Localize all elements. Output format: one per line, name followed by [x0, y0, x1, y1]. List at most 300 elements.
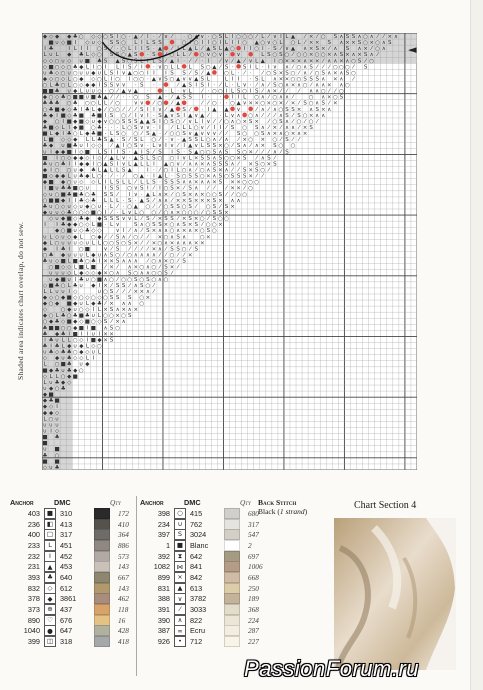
- symbol-icon: ■: [174, 540, 186, 551]
- stitch-symbol: ○: [121, 131, 127, 138]
- color-swatch: [94, 636, 110, 647]
- stitch-symbol: ○: [78, 246, 84, 253]
- stitch-symbol: ·: [134, 82, 137, 89]
- stitch-symbol: ▲: [139, 173, 144, 180]
- stitch-symbol: L: [152, 191, 156, 198]
- stitch-symbol: ○: [163, 185, 169, 192]
- stitch-symbol: ○: [308, 100, 314, 107]
- stitch-symbol: S: [363, 52, 368, 59]
- stitch-symbol: ×: [272, 88, 278, 95]
- stitch-symbol: S: [109, 161, 114, 168]
- stitch-symbol: ♣: [90, 167, 96, 174]
- stitch-symbol: I: [92, 307, 95, 314]
- stitch-symbol: ⁄: [111, 246, 113, 253]
- stitch-symbol: ■: [60, 258, 66, 265]
- stitch-symbol: ♣: [42, 452, 48, 459]
- stitch-symbol: ○: [302, 82, 308, 89]
- legend-row: [10, 604, 148, 615]
- stitch-symbol: ○: [211, 88, 217, 95]
- stitch-symbol: ∪: [55, 337, 60, 344]
- stitch-symbol: ×: [333, 100, 338, 107]
- stitch-symbol: I: [274, 58, 276, 65]
- stitch-symbol: ♣: [48, 349, 54, 356]
- stitch-symbol: ▲: [133, 203, 138, 210]
- stitch-symbol: ⁄: [147, 258, 149, 265]
- stitch-symbol: ○: [121, 52, 127, 59]
- stitch-symbol: ∪: [61, 355, 66, 362]
- stitch-symbol: ◆: [85, 361, 90, 368]
- stitch-symbol: S: [212, 161, 217, 168]
- symbol-icon: ×: [174, 572, 186, 583]
- stitch-symbol: L: [97, 167, 101, 174]
- stitch-symbol: ◆: [42, 179, 48, 186]
- color-swatch: [94, 572, 110, 583]
- color-swatch: [94, 508, 110, 519]
- stitch-symbol: ○: [66, 64, 72, 71]
- stitch-symbol: ∪: [79, 70, 84, 77]
- stitch-symbol: I: [147, 70, 149, 77]
- stitch-symbol: I: [74, 40, 77, 47]
- stitch-symbol: ○: [151, 264, 157, 271]
- stitch-symbol: ○: [121, 40, 127, 47]
- stitch-symbol: ♣: [60, 331, 66, 338]
- stitch-symbol: ▲: [236, 58, 241, 65]
- stitch-symbol: ♣: [54, 367, 60, 374]
- red-stitch-mark: [248, 52, 253, 57]
- stitch-symbol: ∨: [218, 52, 223, 59]
- quantity: 428: [118, 626, 129, 636]
- stitch-symbol: I: [44, 222, 46, 229]
- stitch-symbol: ∪: [61, 143, 66, 150]
- stitch-symbol: ■: [48, 125, 54, 132]
- stitch-symbol: ∧: [103, 252, 108, 259]
- stitch-symbol: ◇: [73, 216, 78, 223]
- stitch-symbol: ⁄: [322, 58, 324, 65]
- stitch-symbol: ⁄: [183, 161, 185, 168]
- stitch-symbol: ○: [42, 106, 48, 113]
- stitch-symbol: ◆: [67, 52, 72, 59]
- stitch-symbol: ○: [72, 209, 78, 216]
- stitch-symbol: ◇: [67, 264, 72, 271]
- stitch-symbol: S: [242, 64, 247, 71]
- stitch-symbol: ∨: [170, 112, 175, 119]
- stitch-symbol: ♣: [48, 252, 54, 259]
- back-stitch-title: Back Stitch: [258, 498, 297, 507]
- stitch-symbol: S: [218, 179, 223, 186]
- dmc-number: 640: [60, 572, 73, 582]
- stitch-symbol: ⁄: [117, 203, 119, 210]
- legend-row: [10, 594, 148, 605]
- stitch-symbol: ♣: [72, 143, 78, 150]
- stitch-symbol: L: [152, 143, 156, 150]
- stitch-symbol: ○: [205, 203, 211, 210]
- stitch-symbol: ∪: [91, 88, 96, 95]
- back-stitch-info: Back Stitch Black (1 strand): [258, 498, 308, 516]
- stitch-symbol: ▲: [212, 64, 217, 71]
- stitch-symbol: S: [279, 52, 283, 59]
- stitch-symbol: S: [158, 112, 162, 119]
- stitch-symbol: ∪: [79, 203, 84, 210]
- stitch-symbol: ⁄: [141, 240, 143, 247]
- stitch-symbol: ○: [351, 58, 356, 65]
- stitch-symbol: ⁄: [219, 131, 221, 138]
- stitch-symbol: ⁄: [256, 106, 258, 113]
- stitch-symbol: ∨: [115, 82, 120, 89]
- stitch-symbol: ×: [387, 33, 393, 40]
- stitch-symbol: L: [122, 209, 126, 216]
- red-stitch-mark: [236, 46, 241, 51]
- stitch-symbol: ○: [91, 294, 96, 301]
- stitch-symbol: ⁄: [292, 52, 294, 59]
- stitch-symbol: I: [104, 64, 107, 71]
- stitch-symbol: ○: [181, 246, 187, 253]
- stitch-symbol: ∧: [309, 88, 314, 95]
- red-stitch-mark: [164, 46, 169, 51]
- stitch-symbol: S: [333, 33, 338, 40]
- stitch-symbol: S: [194, 222, 198, 229]
- stitch-symbol: ∪: [73, 307, 78, 314]
- stitch-symbol: ◆: [48, 112, 54, 119]
- stitch-symbol: S: [230, 173, 235, 180]
- dmc-number: 712: [190, 637, 203, 647]
- stitch-symbol: S: [182, 222, 186, 229]
- stitch-symbol: ◆: [67, 373, 72, 380]
- anchor-number: 403: [27, 508, 40, 518]
- stitch-symbol: ▲: [200, 112, 205, 119]
- stitch-symbol: ○: [139, 301, 145, 308]
- dmc-number: 613: [190, 583, 203, 593]
- legend-right: [140, 496, 278, 647]
- stitch-symbol: ◆: [97, 106, 102, 113]
- stitch-symbol: S: [127, 197, 132, 204]
- stitch-symbol: ♣: [42, 203, 48, 210]
- stitch-symbol: ◇: [79, 319, 84, 326]
- stitch-symbol: ∧: [127, 264, 132, 271]
- stitch-symbol: ⁄: [165, 58, 167, 65]
- stitch-symbol: ■: [66, 319, 72, 326]
- stitch-symbol: ∧: [182, 234, 187, 241]
- stitch-symbol: S: [158, 40, 162, 47]
- stitch-symbol: ○: [115, 118, 121, 125]
- stitch-symbol: L: [97, 313, 101, 320]
- stitch-symbol: ×: [266, 100, 272, 107]
- stitch-symbol: ∪: [79, 361, 84, 368]
- stitch-symbol: ⁄: [292, 112, 294, 119]
- stitch-symbol: I: [122, 64, 125, 71]
- stitch-symbol: ○: [48, 416, 54, 423]
- symbol-icon: ■: [44, 508, 56, 519]
- symbol-icon: ▲: [44, 561, 56, 572]
- stitch-symbol: ▲: [182, 137, 187, 144]
- dmc-number: 310: [60, 508, 73, 518]
- stitch-symbol: ○: [211, 100, 217, 107]
- stitch-symbol: ◇: [97, 143, 102, 150]
- stitch-symbol: ◇: [79, 337, 84, 344]
- symbol-icon: L: [44, 540, 56, 551]
- stitch-symbol: ·: [177, 88, 179, 95]
- stitch-symbol: ○: [133, 94, 139, 101]
- stitch-symbol: ⁄: [111, 282, 113, 289]
- stitch-symbol: ∪: [55, 185, 60, 192]
- stitch-symbol: ■: [60, 276, 66, 283]
- stitch-symbol: ×: [109, 331, 114, 338]
- stitch-symbol: ∧: [315, 100, 320, 107]
- stitch-symbol: ⁄: [129, 288, 131, 295]
- stitch-symbol: S: [146, 276, 150, 283]
- stitch-symbol: ∪: [79, 58, 84, 65]
- stitch-symbol: L: [134, 209, 138, 216]
- anchor-number: 234: [157, 519, 170, 529]
- stitch-symbol: ⁄: [159, 203, 161, 210]
- stitch-symbol: ■: [84, 319, 90, 326]
- stitch-symbol: L: [97, 100, 101, 107]
- red-stitch-mark: [236, 64, 241, 69]
- stitch-symbol: S: [109, 288, 114, 295]
- stitch-symbol: L: [49, 288, 53, 295]
- legend-row: [140, 540, 278, 551]
- stitch-symbol: S: [254, 76, 259, 83]
- stitch-symbol: S: [212, 143, 217, 150]
- stitch-symbol: ○: [308, 118, 314, 125]
- stitch-symbol: L: [224, 40, 229, 47]
- stitch-symbol: ■: [72, 185, 78, 192]
- stitch-symbol: I: [147, 106, 149, 113]
- stitch-symbol: ∧: [236, 197, 241, 204]
- stitch-symbol: ⁄: [123, 173, 125, 180]
- stitch-symbol: I: [153, 70, 155, 77]
- stitch-symbol: S: [212, 216, 217, 223]
- stitch-symbol: ▲: [133, 161, 138, 168]
- stitch-symbol: ○: [199, 149, 205, 156]
- stitch-symbol: ∨: [182, 155, 187, 162]
- stitch-symbol: ◆: [67, 222, 72, 229]
- stitch-symbol: ○: [187, 33, 193, 40]
- stitch-symbol: ⁄: [292, 118, 294, 125]
- stitch-symbol: ×: [187, 191, 193, 198]
- stitch-symbol: ◇: [42, 64, 48, 71]
- stitch-symbol: I: [86, 143, 89, 150]
- stitch-symbol: ×: [109, 301, 114, 308]
- stitch-symbol: ▲: [139, 197, 144, 204]
- stitch-symbol: S: [315, 46, 319, 53]
- stitch-symbol: ○: [60, 282, 66, 289]
- stitch-symbol: ○: [242, 125, 248, 132]
- stitch-symbol: S: [285, 112, 289, 119]
- stitch-symbol: ∧: [357, 46, 362, 53]
- stitch-symbol: ○: [272, 94, 278, 101]
- stitch-symbol: ∪: [49, 161, 54, 168]
- anchor-number: 388: [157, 594, 170, 604]
- stitch-symbol: ·: [153, 112, 155, 119]
- stitch-symbol: ⁄: [268, 94, 270, 101]
- stitch-symbol: L: [116, 64, 120, 71]
- stitch-symbol: ■: [96, 222, 103, 229]
- stitch-symbol: ○: [78, 294, 84, 301]
- stitch-symbol: ○: [42, 252, 48, 259]
- stitch-symbol: ×: [169, 240, 175, 247]
- stitch-symbol: S: [134, 58, 138, 65]
- stitch-symbol: ○: [205, 191, 211, 198]
- dmc-number: 3861: [60, 594, 77, 604]
- stitch-symbol: S: [115, 258, 120, 265]
- stitch-symbol: ◆: [61, 149, 66, 156]
- anchor-number: 387: [157, 626, 170, 636]
- stitch-symbol: ∨: [200, 33, 205, 40]
- stitch-symbol: ·: [213, 82, 216, 89]
- stitch-symbol: ⁄: [226, 131, 227, 138]
- stitch-symbol: ◇: [67, 106, 72, 113]
- stitch-symbol: L: [85, 264, 89, 271]
- stitch-symbol: ○: [302, 112, 308, 119]
- stitch-symbol: ⁄: [159, 264, 161, 271]
- stitch-symbol: S: [109, 185, 114, 192]
- stitch-symbol: ∧: [260, 82, 265, 89]
- stitch-symbol: ○: [66, 325, 72, 332]
- stitch-symbol: ○: [224, 216, 229, 223]
- stitch-symbol: ·: [249, 70, 252, 77]
- stitch-symbol: I: [171, 149, 173, 156]
- stitch-symbol: S: [103, 191, 108, 198]
- stitch-symbol: ∪: [61, 234, 66, 241]
- stitch-symbol: ∧: [321, 82, 326, 89]
- anchor-number: 232: [27, 551, 40, 561]
- stitch-symbol: ◆: [97, 337, 102, 344]
- stitch-symbol: ○: [91, 100, 96, 107]
- stitch-symbol: S: [218, 191, 223, 198]
- stitch-symbol: ∨: [157, 76, 162, 83]
- stitch-symbol: ■: [48, 179, 54, 186]
- stitch-symbol: S: [146, 228, 150, 235]
- stitch-symbol: S: [140, 155, 144, 162]
- stitch-symbol: ♣: [66, 349, 72, 356]
- stitch-symbol: ♣: [78, 197, 84, 204]
- stitch-symbol: ○: [169, 252, 175, 259]
- stitch-symbol: ∨: [212, 131, 217, 138]
- stitch-symbol: S: [146, 46, 150, 53]
- stitch-symbol: L: [255, 58, 259, 65]
- stitch-symbol: ⁄: [262, 173, 264, 180]
- stitch-symbol: S: [236, 173, 241, 180]
- stitch-symbol: ∪: [67, 88, 72, 95]
- stitch-symbol: ⁄: [159, 252, 161, 259]
- stitch-symbol: ∧: [284, 82, 289, 89]
- stitch-symbol: ∪: [67, 203, 72, 210]
- stitch-symbol: ⁄: [298, 100, 300, 107]
- stitch-symbol: ◆: [91, 82, 96, 89]
- stitch-symbol: ·: [122, 197, 125, 204]
- stitch-symbol: ◇: [61, 203, 66, 210]
- stitch-symbol: ∪: [43, 428, 48, 435]
- stitch-symbol: ∧: [260, 125, 265, 132]
- stitch-symbol: ◆: [67, 33, 72, 40]
- stitch-symbol: ◆: [55, 228, 60, 235]
- stitch-symbol: ⁄: [256, 149, 258, 156]
- stitch-symbol: ○: [78, 367, 84, 374]
- stitch-symbol: I: [80, 46, 83, 53]
- anchor-number: 831: [157, 583, 170, 593]
- stitch-symbol: ○: [72, 82, 78, 89]
- stitch-symbol: ∧: [266, 88, 271, 95]
- stitch-symbol: ○: [224, 143, 229, 150]
- stitch-symbol: ◆: [85, 161, 90, 168]
- stitch-symbol: ⁄: [280, 88, 282, 95]
- stitch-symbol: I: [104, 185, 107, 192]
- stitch-symbol: S: [339, 52, 344, 59]
- stitch-symbol: ⁄: [280, 137, 282, 144]
- stitch-symbol: ∧: [157, 191, 162, 198]
- stitch-symbol: ⁄: [117, 288, 119, 295]
- stitch-symbol: L: [230, 70, 235, 77]
- stitch-symbol: ◆: [85, 216, 90, 223]
- stitch-symbol: ∪: [79, 301, 84, 308]
- stitch-symbol: ×: [254, 118, 260, 125]
- stitch-symbol: ◇: [48, 33, 54, 40]
- stitch-symbol: ○: [272, 100, 278, 107]
- stitch-symbol: ∪: [43, 386, 48, 393]
- stitch-symbol: ∧: [339, 33, 344, 40]
- stitch-symbol: L: [218, 46, 222, 53]
- stitch-symbol: L: [146, 161, 150, 168]
- stitch-symbol: ·: [116, 173, 119, 180]
- stitch-symbol: ◆: [61, 173, 66, 180]
- stitch-symbol: ○: [242, 191, 248, 198]
- stitch-symbol: ×: [248, 167, 253, 174]
- stitch-symbol: ○: [115, 100, 121, 107]
- stitch-symbol: ⁄: [219, 203, 221, 210]
- stitch-symbol: ⁄: [111, 173, 113, 180]
- stitch-symbol: S: [194, 137, 198, 144]
- stitch-symbol: L: [261, 33, 265, 40]
- stitch-symbol: S: [170, 179, 174, 186]
- stitch-symbol: ■: [48, 137, 54, 144]
- stitch-symbol: ×: [290, 131, 296, 138]
- stitch-symbol: S: [188, 173, 192, 180]
- stitch-symbol: ⁄: [353, 76, 354, 83]
- stitch-symbol: ◆: [73, 234, 78, 241]
- stitch-symbol: S: [127, 64, 132, 71]
- stitch-symbol: S: [158, 58, 162, 65]
- stitch-symbol: ∨: [236, 52, 241, 59]
- stitch-symbol: S: [103, 149, 108, 156]
- stitch-symbol: ○: [169, 52, 175, 59]
- stitch-symbol: ⁄: [153, 203, 155, 210]
- stitch-symbol: S: [218, 33, 223, 40]
- stitch-symbol: ◇: [61, 319, 66, 326]
- stitch-symbol: ○: [72, 337, 78, 344]
- stitch-symbol: ⁄: [111, 234, 113, 241]
- stitch-symbol: ○: [78, 307, 84, 314]
- stitch-symbol: ⁄: [111, 209, 113, 216]
- stitch-symbol: ♣: [90, 258, 96, 265]
- stitch-symbol: ♣: [54, 379, 60, 386]
- stitch-symbol: ⁄: [195, 203, 197, 210]
- stitch-symbol: ▲: [194, 33, 199, 40]
- stitch-symbol: I: [86, 46, 89, 53]
- stitch-symbol: S: [236, 88, 241, 95]
- stitch-symbol: I: [104, 179, 107, 186]
- stitch-symbol: ∧: [309, 106, 314, 113]
- stitch-symbol: I: [74, 276, 77, 283]
- stitch-symbol: ○: [66, 179, 72, 186]
- stitch-symbol: ○: [109, 118, 114, 125]
- stitch-symbol: ×: [284, 76, 290, 83]
- stitch-symbol: S: [273, 82, 277, 89]
- stitch-symbol: ○: [54, 118, 60, 125]
- stitch-symbol: S: [121, 282, 126, 289]
- color-swatch: [94, 540, 110, 551]
- stitch-symbol: S: [291, 106, 295, 113]
- stitch-symbol: ∧: [145, 288, 150, 295]
